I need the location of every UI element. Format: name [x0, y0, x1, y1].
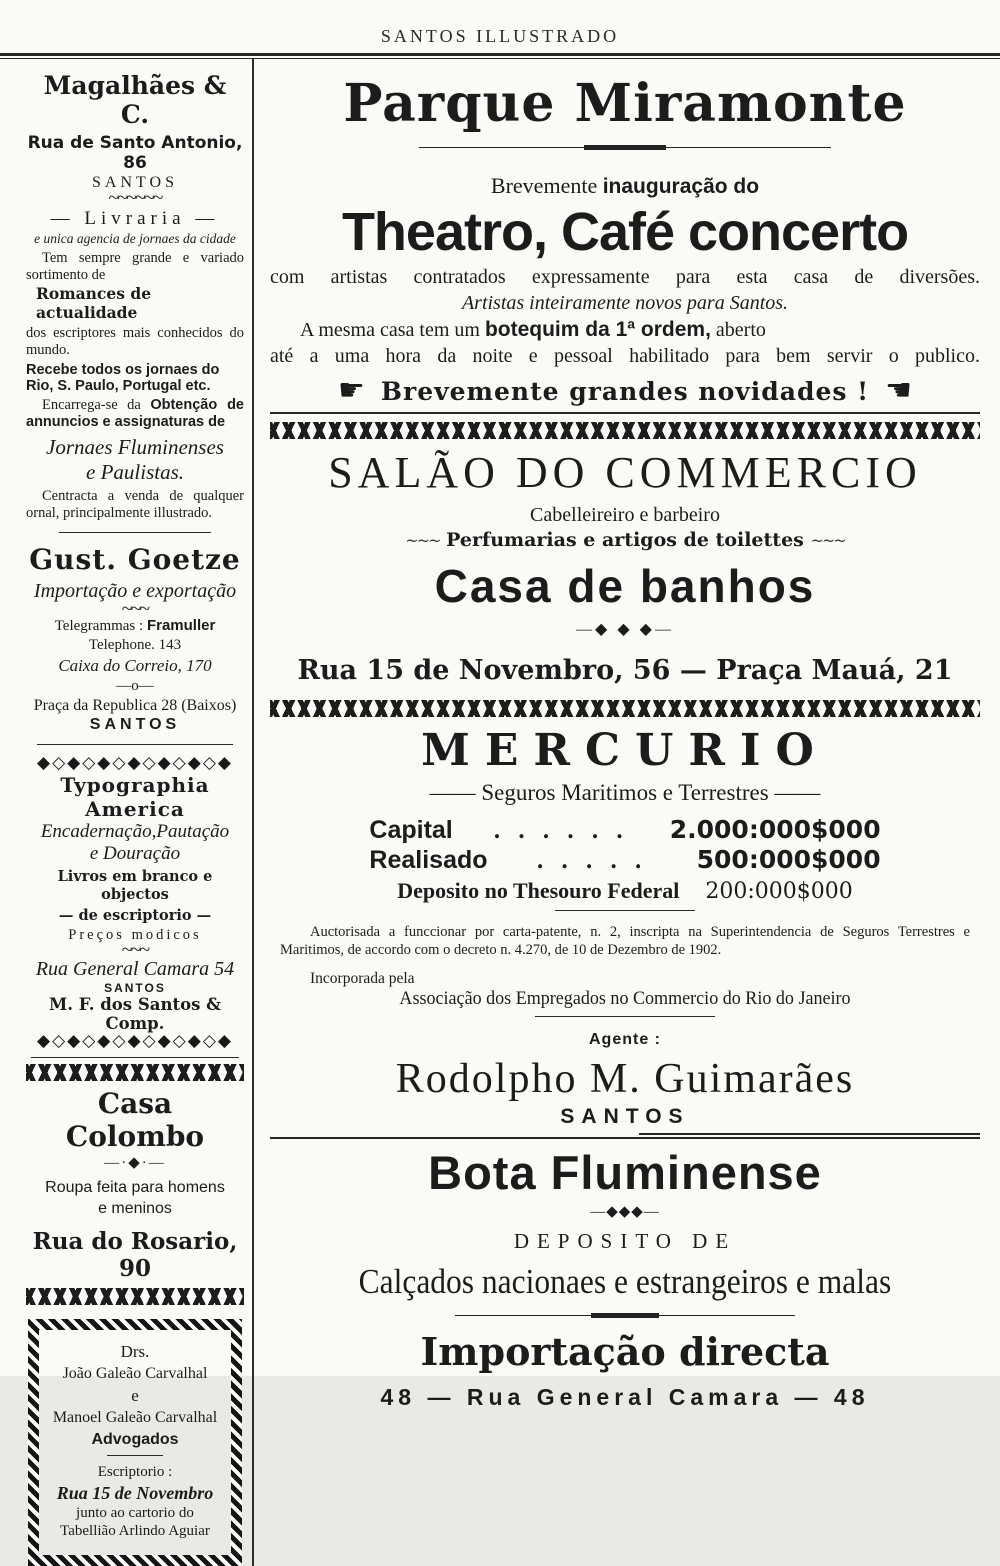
bota-importacao: Importação directa	[420, 1329, 830, 1375]
miramonte-p3-bold: botequim da 1ª ordem,	[484, 318, 711, 341]
mercurio-incorporada: Incorporada pela	[310, 970, 415, 988]
ad-mercurio	[270, 725, 980, 1139]
mercurio-realisado-value: 500:000$000	[696, 844, 881, 874]
goetze-telegrammas-label: Telegrammas :	[54, 618, 147, 634]
salao-sub2: Perfumarias e artigos de toilettes	[446, 529, 804, 551]
salao-sub2-line	[270, 529, 980, 551]
typographia-precos: Preços modicos	[68, 927, 202, 944]
section-rule	[270, 1137, 980, 1139]
miramonte-novidades: Brevemente grandes novidades !	[380, 376, 870, 406]
colombo-ornament-icon: —·◆·—	[104, 1155, 166, 1172]
magalhaes-enc-lead: Encarrega-se da	[42, 397, 151, 413]
magalhaes-encarrega	[26, 397, 244, 431]
typographia-title: Typographia America	[60, 773, 210, 821]
magalhaes-paragraph-1	[26, 250, 244, 284]
bota-deposito: DEPOSITO DE	[513, 1229, 737, 1254]
advogados-drs: Drs.	[120, 1341, 150, 1361]
dot-leader: . . . . . .	[493, 817, 629, 844]
salao-title: SALÃO DO COMMERCIO	[328, 448, 922, 497]
typographia-address: Rua General Camara 54	[35, 958, 235, 981]
goetze-caixa: Caixa do Correio, 170	[58, 656, 212, 675]
colombo-address: Rua do Rosario, 90	[32, 1227, 238, 1282]
mercurio-capital-value: 2.000:000$000	[669, 815, 881, 844]
magalhaes-tagline: e unica agencia de jornaes da cidade	[34, 231, 236, 246]
salao-sub1: Cabelleireiro e barbeiro	[530, 504, 720, 526]
wavy-ornament-icon: ~~~~~~	[108, 187, 162, 209]
masthead-title: SANTOS ILLUSTRADO	[380, 26, 620, 46]
miramonte-p4: até a uma hora da noite e pessoal habilitado para bem servir o publico.	[270, 345, 980, 367]
diamond-chain-icon: ◆◇◆◇◆◇◆◇◆◇◆◇◆	[37, 753, 233, 772]
magalhaes-address: Rua de Santo Antonio, 86	[27, 133, 243, 173]
colombo-line2: e meninos	[98, 1199, 172, 1217]
miramonte-p3-lead: A mesma casa tem um	[300, 319, 485, 341]
columns	[0, 59, 1000, 1566]
advogados-name-2: Manoel Galeão Carvalhal	[52, 1408, 218, 1426]
wavy-ornament-icon: ~~~	[121, 598, 149, 620]
advogados-role: Advogados	[91, 1430, 179, 1448]
magalhaes-romances: Romances de actualidade	[36, 284, 152, 322]
mercurio-associacao: Associação dos Empregados no Commercio do Rio do Janeiro	[399, 988, 851, 1010]
left-column	[0, 59, 252, 1566]
section-rule	[535, 1016, 715, 1017]
goetze-telephone: Telephone. 143	[88, 637, 182, 653]
goetze-title: Gust. Goetze	[29, 543, 241, 576]
mercurio-realisado-label: Realisado	[369, 845, 488, 874]
goetze-address: Praça da Republica 28 (Baixos)	[33, 697, 237, 714]
mercurio-row-capital	[369, 816, 880, 846]
dot-leader: . . . . .	[536, 846, 648, 874]
salao-banhos: Casa de banhos	[434, 560, 816, 612]
typographia-sub2: e Douração	[89, 842, 181, 864]
bota-line	[270, 1262, 980, 1302]
braided-divider	[270, 422, 980, 439]
miramonte-brevemente: Brevemente	[490, 173, 603, 198]
braided-divider	[26, 1064, 244, 1081]
section-rule	[59, 532, 212, 533]
mercurio-city: SANTOS	[560, 1105, 690, 1129]
bota-ornament-icon: —◆◆◆—	[590, 1204, 660, 1221]
magalhaes-city: SANTOS	[92, 174, 178, 191]
ad-advogados	[28, 1319, 242, 1566]
miramonte-p3	[270, 318, 980, 342]
advogados-line3: Tabellião Arlindo Aguiar	[60, 1523, 210, 1540]
miramonte-theatro: Theatro, Café concerto	[341, 202, 909, 262]
miramonte-p3-tail: aberto	[710, 319, 766, 341]
goetze-telegrammas-value: Framuller	[146, 617, 216, 634]
mercurio-legal	[280, 923, 970, 961]
ad-typographia	[26, 755, 244, 1058]
section-rule	[639, 1133, 980, 1135]
miramonte-p2: Artistas inteiramente novos para Santos.	[461, 292, 789, 314]
colombo-line1: Roupa feita para homens	[45, 1179, 225, 1197]
mercurio-row-realisado	[369, 846, 880, 876]
miramonte-novidades-line	[270, 376, 980, 406]
mercurio-figures	[369, 816, 880, 876]
magalhaes-contracta-text: Centracta a venda de qualquer ornal, principalmente illustrado.	[26, 488, 244, 521]
magalhaes-p1-text: Tem sempre grande e variado sortimento de	[26, 250, 244, 283]
mercurio-subtitle: —— Seguros Maritimos e Terrestres ——	[429, 780, 821, 805]
miramonte-p1: com artistas contratados expressamente para esta casa de diversões.	[270, 266, 980, 288]
magalhaes-jornaes-2: e Paulistas.	[86, 460, 184, 484]
advogados-conjunction: e	[131, 1385, 139, 1405]
magalhaes-title: Magalhães & C.	[43, 71, 227, 129]
ad-colombo	[26, 1064, 244, 1305]
magalhaes-section-livraria: — Livraria —	[50, 208, 220, 229]
miramonte-title: Parque Miramonte	[343, 73, 907, 134]
advogados-line2: junto ao cartorio do	[76, 1504, 194, 1521]
ad-magalhaes	[26, 71, 244, 533]
typographia-firm: M. F. dos Santos & Comp.	[48, 995, 222, 1034]
bota-line-text: Calçados nacionaes e estrangeiros e malas	[358, 1262, 892, 1302]
section-rule	[107, 1455, 163, 1456]
banhos-ornament-icon: —◆ ◆ ◆—	[576, 621, 674, 638]
advogados-street: Rua 15 de Novembro	[56, 1482, 214, 1503]
diamond-chain-icon: ◆◇◆◇◆◇◆◇◆◇◆◇◆	[37, 1031, 233, 1051]
mercurio-title: MERCURIO	[421, 725, 829, 776]
diamond-rule	[419, 144, 831, 151]
wavy-ornament-icon: ~~~	[121, 939, 149, 962]
mercurio-deposito-label: Deposito no Thesouro Federal	[397, 877, 680, 903]
braided-divider	[26, 1288, 244, 1305]
magalhaes-p1c: dos escriptores mais conhecidos do mundo.	[26, 325, 244, 358]
salao-address: Rua 15 de Novembro, 56 — Praça Mauá, 21	[297, 655, 953, 686]
magalhaes-jornaes-1: Jornaes Fluminenses	[46, 435, 224, 459]
braided-divider	[270, 700, 980, 717]
typographia-sub1: Encadernação,Pautação	[40, 821, 230, 842]
miramonte-brevemente-line	[270, 173, 980, 199]
manicule-right-icon: ☛	[337, 374, 365, 407]
ad-miramonte	[270, 73, 980, 414]
ad-salao	[270, 422, 980, 717]
advogados-escriptorio: Escriptorio :	[97, 1463, 173, 1480]
mercurio-capital-label: Capital	[369, 816, 453, 844]
goetze-city: SANTOS	[89, 716, 181, 733]
goetze-subtitle: Importação e exportação	[33, 580, 237, 602]
goetze-separator: —o—	[116, 678, 154, 694]
goetze-telegrammas	[26, 617, 244, 635]
magalhaes-recebe: Recebe todos os jornaes do Rio, S. Paulo, Portugal etc.	[26, 362, 220, 394]
bota-address: 48 — Rua General Camara — 48	[380, 1384, 870, 1411]
typographia-line2: — de escriptorio —	[58, 906, 212, 924]
mercurio-agent-name: Rodolpho M. Guimarães	[395, 1056, 855, 1103]
colombo-title: Casa Colombo	[65, 1087, 205, 1154]
diamond-rule	[455, 1312, 796, 1319]
mercurio-deposito-line	[270, 878, 980, 904]
section-rule	[31, 1057, 238, 1058]
wavy-ornament-icon: ~~~	[810, 531, 845, 550]
typographia-line1: Livros em branco e objectos	[57, 867, 213, 903]
miramonte-inauguracao: inauguração do	[602, 175, 760, 198]
mercurio-agente-label: Agente :	[589, 1031, 661, 1049]
advogados-name-1: João Galeão Carvalhal	[62, 1364, 208, 1382]
typographia-city: SANTOS	[104, 981, 166, 996]
mercurio-deposito-value: 200:000$000	[705, 878, 853, 904]
section-rule	[555, 910, 695, 911]
section-rule	[37, 744, 233, 745]
manicule-left-icon: ☚	[885, 374, 913, 407]
mercurio-legal-text: Auctorisada a funccionar por carta-patente, n. 2, inscripta na Superintendencia de Seguros Terrestres e Maritimos, de accordo com o decreto n. 4.270, de 10 de Dezembro de 1902.	[280, 923, 970, 959]
ad-bota	[270, 1145, 980, 1411]
magalhaes-enc-bold: Obtenção de annuncios e assignaturas de	[26, 397, 244, 430]
wavy-ornament-icon: ~~~	[405, 531, 440, 550]
magalhaes-contracta	[26, 488, 244, 522]
section-rule	[270, 412, 980, 414]
right-column	[252, 59, 1000, 1566]
ad-goetze	[26, 543, 244, 745]
bota-title: Bota Fluminense	[428, 1146, 822, 1200]
